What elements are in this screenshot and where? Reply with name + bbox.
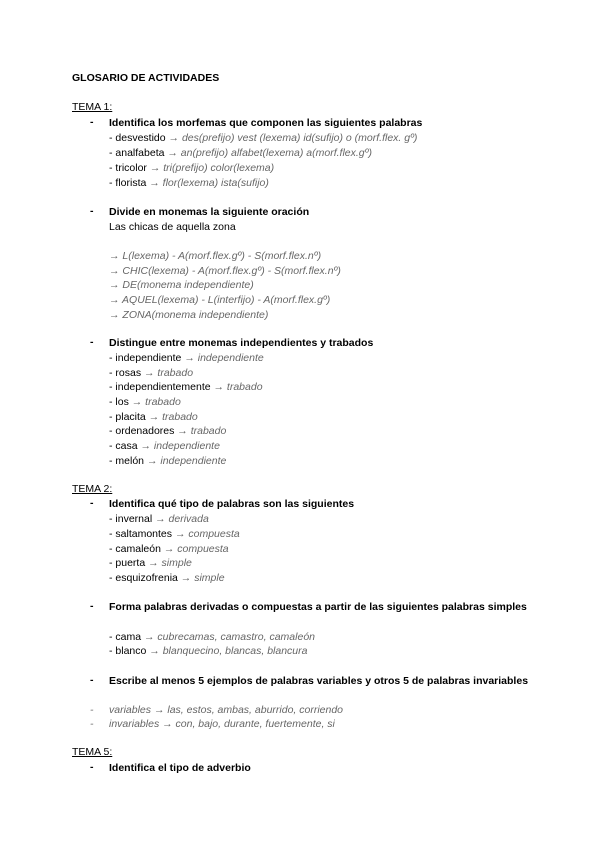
tema5-q1-question: Identifica el tipo de adverbio [109,762,251,774]
list-item: - analfabeta → an(prefijo) alfabet(lexema) a(morf.flex.gº) [109,147,372,159]
list-item: - camaleón → compuesta [109,543,229,555]
list-item: - florista → flor(lexema) ista(sufijo) [109,177,269,189]
list-item: - invariables → con, bajo, durante, fuertemente, si [90,718,335,730]
tema1-q2-question: Divide en monemas la siguiente oración [109,206,310,218]
tema1-heading: TEMA 1: [72,101,113,113]
bullet: - [90,674,94,686]
list-item: → AQUEL(lexema) - L(interfijo) - A(morf.flex.gº) [109,294,331,306]
bullet: - [90,116,94,128]
tema2-heading: TEMA 2: [72,483,113,495]
list-item: - placita → trabado [109,411,198,423]
list-item: - casa → independiente [109,440,220,452]
bullet: - [90,336,94,348]
bullet: - [90,600,94,612]
list-item: - melón → independiente [109,455,227,467]
list-item: - desvestido → des(prefijo) vest (lexema) id(sufijo) o (morf.flex. gº) [109,132,418,144]
list-item: → DE(monema independiente) [109,279,254,291]
tema1-q1-question: Identifica los morfemas que componen las siguientes palabras [109,117,423,129]
list-item: - blanco → blanquecino, blancas, blancura [109,645,308,657]
list-item: → CHIC(lexema) - A(morf.flex.gº) - S(morf.flex.nº) [109,265,341,277]
list-item: - puerta → simple [109,557,192,569]
document-title: GLOSARIO DE ACTIVIDADES [72,72,220,84]
list-item: - saltamontes → compuesta [109,528,240,540]
list-item: → ZONA(monema independiente) [109,309,269,321]
list-item: - cama → cubrecamas, camastro, camaleón [109,631,315,643]
list-item: - esquizofrenia → simple [109,572,225,584]
list-item: - tricolor → tri(prefijo) color(lexema) [109,162,275,174]
bullet: - [90,205,94,217]
list-item: → L(lexema) - A(morf.flex.gº) - S(morf.flex.nº) [109,250,322,262]
list-item: - variables → las, estos, ambas, aburrido, corriendo [90,704,344,716]
tema5-heading: TEMA 5: [72,746,113,758]
list-item: - rosas → trabado [109,367,194,379]
list-item: - los → trabado [109,396,181,408]
list-item: - independiente → independiente [109,352,264,364]
list-item: - independientemente → trabado [109,381,263,393]
list-item: - ordenadores → trabado [109,425,227,437]
tema2-q3-question: Escribe al menos 5 ejemplos de palabras variables y otros 5 de palabras invariables [109,675,529,687]
bullet: - [90,497,94,509]
tema1-q3-question: Distingue entre monemas independientes y trabados [109,337,374,349]
sentence: Las chicas de aquella zona [109,221,236,233]
bullet: - [90,761,94,773]
tema2-q1-question: Identifica qué tipo de palabras son las siguientes [109,498,355,510]
tema2-q2-question: Forma palabras derivadas o compuestas a partir de las siguientes palabras simples [109,601,527,613]
list-item: - invernal → derivada [109,513,209,525]
